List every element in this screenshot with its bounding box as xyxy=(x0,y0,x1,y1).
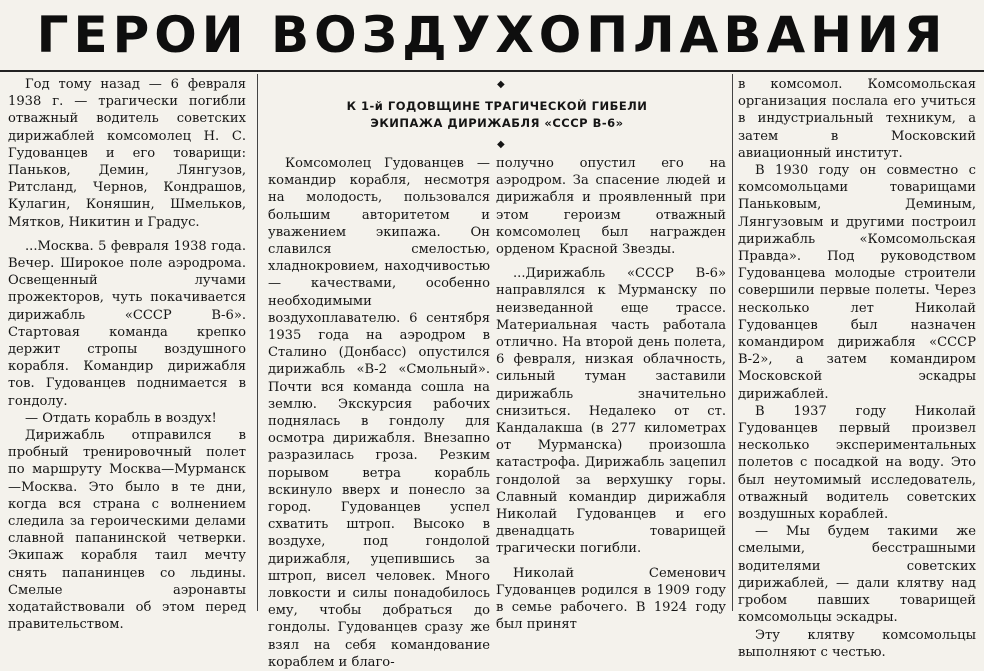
column-divider-left xyxy=(257,74,258,611)
subheadline-line-1: К 1-й ГОДОВЩИНЕ ТРАГИЧЕСКОЙ ГИБЕЛИ xyxy=(346,99,648,113)
paragraph: Эту клятву комсомольцы выполняют с честью. xyxy=(738,627,976,660)
paragraph: получно опустил его на аэродром. За спасение людей и дирижабля и проявленный при этом героизм отважный комсомолец был награжден орденом Красной Звезды. xyxy=(496,156,726,258)
paragraph: ...Дирижабль «СССР В-6» направлялся к Мурманску по неизведанной еще трассе. Материальная часть работала отлично. На второй день полета, 6 февраля, низкая облачность, сильный туман заставили дирижабль значительно снизиться. Недалеко от ст. Кандалакша (в 277 километрах от Мурманска) произошла катастрофа. Дирижабль зацепил гондолой за верхушку горы. Славный командир дирижабля Николай Гудованцев и его двенадцать товарищей трагически погибли. xyxy=(496,266,726,557)
subheadline-line-2: ЭКИПАЖА ДИРИЖАБЛЯ «СССР В-6» xyxy=(370,116,624,130)
paragraph: — Мы будем такими же смелыми, бесстрашными водителями советских дирижаблей, — дали клятву над гробом павших товарищей комсомольцы эскадры. xyxy=(738,524,976,626)
article-column-2 xyxy=(268,155,490,670)
paragraph: — Отдать корабль в воздух! xyxy=(25,410,217,426)
headline-rule xyxy=(0,70,984,72)
paragraph: Комсомолец Гудованцев — командир корабля, несмотря на молодость, пользовался большим авторитетом и уважением экипажа. Он славился смелостью, хладнокровием, находчивостью — качествами, особенно необходимыми воздухоплавателю. 6 сентября 1935 года на аэродром в Сталино (Донбасс) опустился дирижабль «В-2 «Смольный». Почти вся команда сошла на землю. Экскурсия рабочих поднялась в гондолу для осмотра дирижабля. Внезапно разразилась гроза. Резким порывом ветра корабль вскинуло вверх и понесло за город. Гудованцев успел схватить штроп. Высоко в воздухе, под гондолой дирижабля, уцепившись за штроп, висел человек. Много ловкости и силы понадобилось ему, чтобы добраться до гондолы. Гудованцев сразу же взял на себя командование кораблем и благо- xyxy=(268,156,490,670)
article-column-3 xyxy=(496,155,726,633)
article-column-4 xyxy=(738,76,976,660)
paragraph: В 1937 году Николай Гудованцев первый произвел несколько экспериментальных полетов с посадкой на воду. Это был неутомимый исследователь, отважный водитель советских воздушных кораблей. xyxy=(738,403,976,523)
ornament-bottom: ◆ xyxy=(497,139,505,150)
headline: ГЕРОИ ВОЗДУХОПЛАВАНИЯ xyxy=(36,6,948,64)
paragraph: ...Москва. 5 февраля 1938 года. Вечер. Широкое поле аэродрома. Освещенный лучами прожекторов, чуть покачивается дирижабль «СССР В-6». Стартовая команда крепко держит стропы воздушного корабля. Командир дирижабля тов. Гудованцев поднимается в гондолу. xyxy=(8,238,246,409)
subheadline xyxy=(268,98,726,132)
column-divider-right xyxy=(732,74,733,611)
paragraph: Николай Семенович Гудованцев родился в 1909 году в семье рабочего. В 1924 году был принят xyxy=(496,565,726,633)
paragraph: Год тому назад — 6 февраля 1938 г. — трагически погибли отважный водитель советских дирижаблей комсомолец Н. С. Гудованцев и его товарищи: Паньков, Демин, Лянгузов, Ритсланд, Чернов, Кондрашов, Кулагин, Коняшин, Шмельков, Мятков, Никитин и Градус. xyxy=(8,77,246,230)
paragraph: в комсомол. Комсомольская организация послала его учиться в индустриальный техникум, а затем в Московский авиационный институт. xyxy=(738,77,976,161)
article-column-1 xyxy=(8,76,246,633)
ornament-top: ◆ xyxy=(497,79,505,90)
paragraph: Дирижабль отправился в пробный тренировочный полет по маршруту Москва—Мурманск—Москва. Это было в те дни, когда вся страна с волнением следила за героическими делами славной папанинской четверки. Экипаж корабля таил мечту снять папанинцев со льдины. Смелые аэронавты ходатайствовали об этом перед правительством. xyxy=(8,428,246,633)
paragraph: В 1930 году он совместно с комсомольцами товарищами Паньковым, Деминым, Лянгузовым и другими построил дирижабль «Комсомольская Правда». Под руководством Гудованцева молодые строители совершили первые полеты. Через несколько лет Николай Гудованцев был назначен командиром дирижабля «СССР В-2», а затем командиром Московской эскадры дирижаблей. xyxy=(738,163,976,402)
